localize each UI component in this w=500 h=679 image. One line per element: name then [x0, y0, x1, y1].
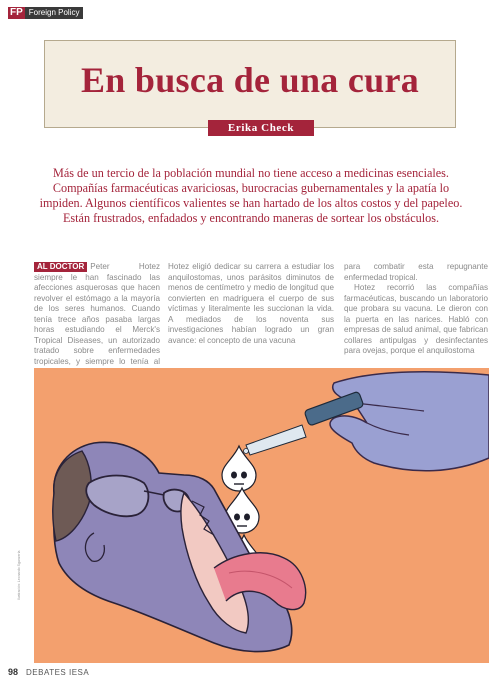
- title-box: [44, 40, 456, 128]
- article-column-1: [34, 262, 160, 378]
- fp-badge: FP: [10, 7, 23, 18]
- section-header: [8, 7, 83, 19]
- lede-tag: AL DOCTOR: [34, 262, 87, 272]
- author-byline: Erika Check: [208, 120, 314, 136]
- article-column-3: [344, 262, 488, 357]
- illustration-credit: Ilustración: Leonardo Sganzerla: [17, 550, 21, 600]
- article-column-2: [168, 262, 334, 346]
- page-number: 98: [8, 667, 19, 677]
- column-1-text: Peter Hotez siempre le han fascinado las afecciones asquerosas que hacen revolver el estómago a la mayoría de los seres humanos. Cuando tenía trece años pasaba largas horas estudiando el Merck's Tropical Diseases, un autorizado tratado sobre enfermedades tropicales, y siempre lo tenía al: [34, 262, 160, 366]
- section-name: Foreign Policy: [25, 7, 84, 19]
- article-title: En busca de una cura: [80, 60, 420, 100]
- column-3-paragraph-2: Hotez recorrió las compañías farmacéuticas, buscando un laboratorio que probara su vacuna. Le dieron con la puerta en las narices. Habló con empresas de salud animal, que fabrican collares antipulgas y desinfectantes para ovejas, porque el anquilostoma: [344, 283, 488, 355]
- illustration: [34, 363, 489, 663]
- column-2-text: Hotez eligió dedicar su carrera a estudiar los anquilostomas, unos parásitos diminutos de menos de centímetro y medio de longitud que convierten en madriguera el cuerpo de sus víctimas y literalmente les succionan la vida. A mediados de los noventa sus investigaciones habían logrado un gran avance: el concepto de una vacuna: [168, 262, 334, 345]
- page-footer: [8, 667, 89, 677]
- magazine-name: DEBATES IESA: [26, 667, 90, 677]
- column-3-paragraph-1: para combatir esta repugnante enfermedad tropical.: [344, 262, 488, 282]
- article-lead: Más de un tercio de la población mundial no tiene acceso a medicinas esenciales. Compañías farmacéuticas avariciosas, burocracias gubernamentales y la apatía lo impiden. Algunos científicos valientes se han hartado de los altos costos y del papeleo. Están frustrados, enfadados y encontrando maneras de sortear los obstáculos.: [39, 166, 463, 225]
